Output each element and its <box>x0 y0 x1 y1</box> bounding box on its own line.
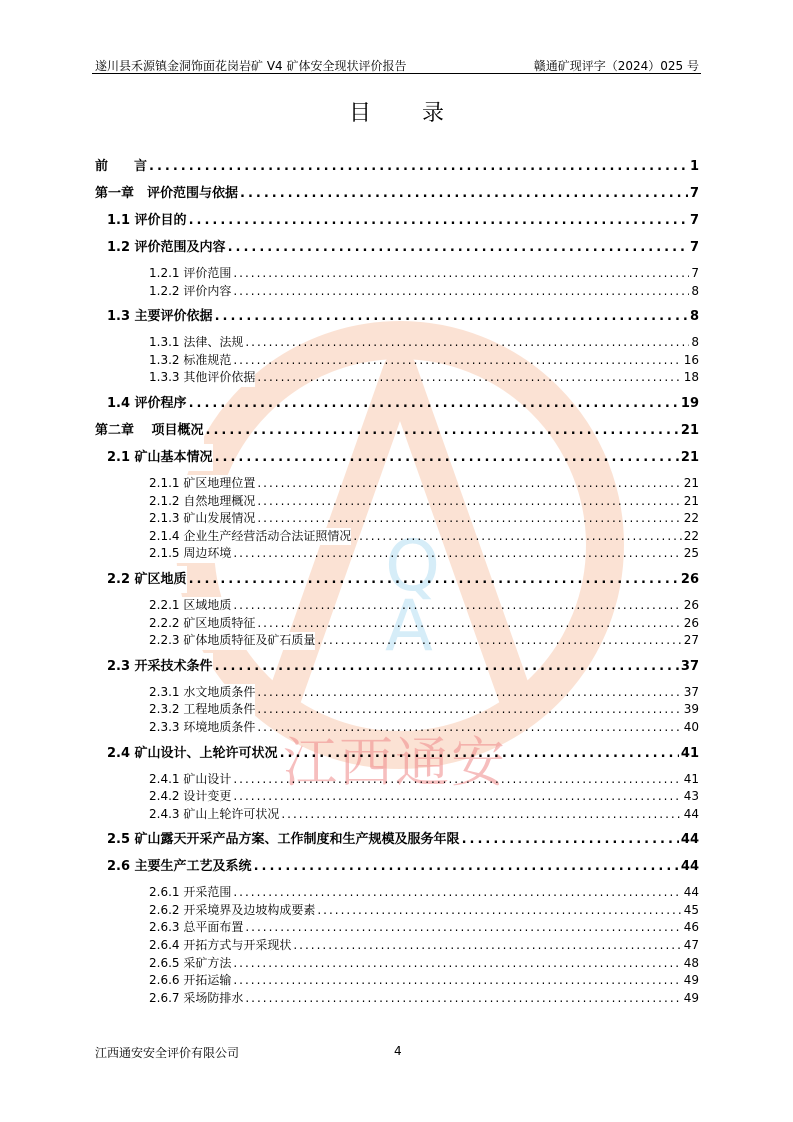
toc-entry-page: 26 <box>683 597 699 612</box>
toc-leader-dots <box>353 528 681 546</box>
toc-entry-title: 2.5 矿山露天开采产品方案、工作制度和生产规模及服务年限 <box>107 826 460 853</box>
toc-entry-page: 18 <box>683 370 699 385</box>
toc-entry-page: 44 <box>683 806 699 821</box>
toc-leader-dots <box>245 990 681 1008</box>
toc-entry-page: 7 <box>689 213 699 228</box>
page-title: 目 录 <box>349 101 466 126</box>
toc-entry[interactable] <box>95 510 699 528</box>
toc-entry-title: 1.2.2 评价内容 <box>149 283 231 301</box>
toc-entry-title: 2.2.1 区域地质 <box>149 597 231 615</box>
toc-entry-page: 8 <box>691 335 699 350</box>
toc-entry-page: 39 <box>683 702 699 717</box>
toc-entry-page: 22 <box>683 528 699 543</box>
toc-entry-title: 1.1 评价目的 <box>107 207 187 234</box>
toc-entry-title: 2.1 矿山基本情况 <box>107 444 213 471</box>
toc-leader-dots <box>233 283 689 301</box>
watermark-text: 江西通安 <box>283 731 507 794</box>
toc-entry-page: 37 <box>680 658 699 674</box>
toc-entry[interactable] <box>95 701 699 719</box>
toc-entry-page: 7 <box>689 186 699 201</box>
toc-entry-page: 19 <box>680 395 699 411</box>
toc-entry[interactable] <box>95 719 699 737</box>
toc-entry-title: 2.3.1 水文地质条件 <box>149 684 255 702</box>
toc-entry[interactable] <box>95 615 699 633</box>
toc-leader-dots <box>280 740 679 767</box>
toc-leader-dots <box>233 265 689 283</box>
table-of-contents <box>95 153 699 1010</box>
toc-entry[interactable] <box>95 444 699 471</box>
toc-leader-dots <box>228 234 688 261</box>
toc-leader-dots <box>233 955 681 973</box>
toc-entry-title: 2.6.7 采场防排水 <box>149 990 243 1008</box>
toc-entry[interactable] <box>95 684 699 702</box>
toc-leader-dots <box>206 417 679 444</box>
toc-entry-title: 2.6.5 采矿方法 <box>149 955 231 973</box>
toc-entry[interactable] <box>95 566 699 593</box>
toc-leader-dots <box>233 352 681 370</box>
toc-leader-dots <box>233 884 681 902</box>
toc-entry-title: 2.4.1 矿山设计 <box>149 771 231 789</box>
toc-entry-page: 27 <box>683 633 699 648</box>
toc-entry-title: 2.1.1 矿区地理位置 <box>149 475 255 493</box>
toc-entry[interactable] <box>95 369 699 387</box>
toc-entry-page: 48 <box>683 955 699 970</box>
toc-entry-page: 37 <box>683 684 699 699</box>
toc-entry[interactable] <box>95 417 699 444</box>
toc-entry-title: 2.3 开采技术条件 <box>107 653 213 680</box>
toc-entry-title: 2.6 主要生产工艺及系统 <box>107 853 252 880</box>
toc-entry-page: 44 <box>680 859 699 875</box>
toc-leader-dots <box>257 369 681 387</box>
toc-leader-dots <box>233 788 681 806</box>
toc-leader-dots <box>462 826 679 853</box>
toc-entry-page: 7 <box>689 240 699 255</box>
toc-entry[interactable] <box>95 884 699 902</box>
toc-entry-title: 2.6.3 总平面布置 <box>149 919 243 937</box>
toc-entry-title: 1.3.1 法律、法规 <box>149 334 243 352</box>
toc-leader-dots <box>233 771 681 789</box>
toc-entry-title: 2.1.3 矿山发展情况 <box>149 510 255 528</box>
toc-leader-dots <box>254 853 679 880</box>
page-header-left: 遂川县禾源镇金洞饰面花岗岩矿 V4 矿体安全现状评价报告 <box>95 59 407 73</box>
toc-entry-title: 2.1.2 自然地理概况 <box>149 493 255 511</box>
toc-entry[interactable] <box>95 265 699 283</box>
toc-entry-title: 2.6.4 开拓方式与开采现状 <box>149 937 291 955</box>
toc-entry-title: 2.6.2 开采境界及边坡构成要素 <box>149 902 315 920</box>
toc-entry-page: 21 <box>683 493 699 508</box>
toc-leader-dots <box>257 493 681 511</box>
toc-entry-page: 8 <box>689 309 699 325</box>
toc-leader-dots <box>215 653 679 680</box>
toc-entry-page: 44 <box>683 885 699 900</box>
toc-entry[interactable] <box>95 990 699 1008</box>
toc-entry-title: 2.1.4 企业生产经营活动合法证照情况 <box>149 528 351 546</box>
toc-entry-title: 1.4 评价程序 <box>107 390 187 417</box>
toc-leader-dots <box>233 972 681 990</box>
toc-entry-page: 21 <box>683 475 699 490</box>
toc-entry[interactable] <box>95 902 699 920</box>
toc-entry-title: 2.2 矿区地质 <box>107 566 187 593</box>
toc-leader-dots <box>149 153 688 180</box>
toc-leader-dots <box>257 684 681 702</box>
toc-entry[interactable] <box>95 788 699 806</box>
toc-entry-title: 前 言 <box>95 153 147 180</box>
toc-entry-page: 46 <box>683 920 699 935</box>
toc-entry[interactable] <box>95 303 699 330</box>
toc-leader-dots <box>293 937 681 955</box>
toc-leader-dots <box>317 632 681 650</box>
page-header-right: 赣通矿现评字（2024）025 号 <box>533 59 699 73</box>
toc-entry[interactable] <box>95 528 699 546</box>
toc-entry-page: 21 <box>680 449 699 465</box>
toc-entry[interactable] <box>95 826 699 853</box>
toc-entry[interactable] <box>95 493 699 511</box>
toc-entry[interactable] <box>95 475 699 493</box>
toc-entry-page: 1 <box>689 159 699 174</box>
toc-entry-page: 44 <box>680 832 699 848</box>
header-rule <box>92 73 701 74</box>
toc-entry-title: 1.3 主要评价依据 <box>107 303 213 330</box>
toc-entry[interactable] <box>95 390 699 417</box>
toc-entry-title: 2.4 矿山设计、上轮许可状况 <box>107 740 278 767</box>
toc-leader-dots <box>257 701 681 719</box>
toc-entry[interactable] <box>95 597 699 615</box>
toc-entry[interactable] <box>95 955 699 973</box>
toc-entry-page: 26 <box>680 571 699 587</box>
toc-entry-page: 41 <box>683 771 699 786</box>
toc-entry-page: 49 <box>683 990 699 1005</box>
toc-entry-title: 1.3.3 其他评价依据 <box>149 369 255 387</box>
toc-entry[interactable] <box>95 334 699 352</box>
toc-entry[interactable] <box>95 972 699 990</box>
toc-entry-title: 2.4.3 矿山上轮许可状况 <box>149 806 279 824</box>
toc-entry[interactable] <box>95 853 699 880</box>
toc-entry[interactable] <box>95 806 699 824</box>
toc-entry[interactable] <box>95 653 699 680</box>
toc-entry-page: 16 <box>683 352 699 367</box>
toc-entry-page: 49 <box>683 973 699 988</box>
toc-entry-title: 1.3.2 标准规范 <box>149 352 231 370</box>
toc-entry[interactable] <box>95 153 699 180</box>
svg-text:Q: Q <box>385 525 441 607</box>
toc-entry-page: 41 <box>680 745 699 761</box>
toc-entry[interactable] <box>95 937 699 955</box>
toc-leader-dots <box>215 444 679 471</box>
toc-entry-page: 21 <box>680 422 699 438</box>
toc-entry-title: 2.3.2 工程地质条件 <box>149 701 255 719</box>
toc-entry-page: 45 <box>683 902 699 917</box>
toc-entry-title: 2.2.3 矿体地质特征及矿石质量 <box>149 632 315 650</box>
toc-entry-title: 第一章 评价范围与依据 <box>95 180 238 207</box>
toc-entry[interactable] <box>95 352 699 370</box>
toc-entry-page: 8 <box>691 283 699 298</box>
toc-leader-dots <box>189 390 679 417</box>
toc-entry[interactable] <box>95 207 699 234</box>
toc-entry-page: 22 <box>683 511 699 526</box>
toc-entry[interactable] <box>95 632 699 650</box>
toc-leader-dots <box>233 597 681 615</box>
toc-entry[interactable] <box>95 234 699 261</box>
toc-entry[interactable] <box>95 545 699 563</box>
toc-leader-dots <box>189 566 679 593</box>
toc-entry[interactable] <box>95 919 699 937</box>
toc-leader-dots <box>240 180 688 207</box>
toc-entry-page: 25 <box>683 546 699 561</box>
toc-leader-dots <box>245 919 681 937</box>
toc-leader-dots <box>257 510 681 528</box>
toc-entry-title: 2.6.1 开采范围 <box>149 884 231 902</box>
toc-entry-page: 40 <box>683 719 699 734</box>
toc-entry[interactable] <box>95 283 699 301</box>
toc-leader-dots <box>189 207 688 234</box>
toc-entry-page: 47 <box>683 938 699 953</box>
toc-entry-title: 2.6.6 开拓运输 <box>149 972 231 990</box>
toc-entry-title: 1.2.1 评价范围 <box>149 265 231 283</box>
toc-entry-title: 第二章 项目概况 <box>95 417 204 444</box>
toc-entry-title: 1.2 评价范围及内容 <box>107 234 226 261</box>
toc-entry[interactable] <box>95 180 699 207</box>
toc-entry-title: 2.1.5 周边环境 <box>149 545 231 563</box>
toc-leader-dots <box>257 475 681 493</box>
toc-entry-page: 43 <box>683 789 699 804</box>
toc-leader-dots <box>215 303 688 330</box>
svg-text:A: A <box>385 585 433 667</box>
toc-leader-dots <box>317 902 681 920</box>
footer-page-number: 4 <box>394 1044 402 1058</box>
toc-leader-dots <box>281 806 681 824</box>
toc-leader-dots <box>245 334 689 352</box>
toc-entry[interactable] <box>95 740 699 767</box>
toc-entry-page: 7 <box>691 266 699 280</box>
toc-entry-title: 2.3.3 环境地质条件 <box>149 719 255 737</box>
toc-entry[interactable] <box>95 771 699 789</box>
toc-leader-dots <box>257 615 681 633</box>
toc-entry-page: 26 <box>683 615 699 630</box>
toc-leader-dots <box>233 545 681 563</box>
footer-company: 江西通安安全评价有限公司 <box>95 1046 240 1060</box>
toc-leader-dots <box>257 719 681 737</box>
toc-entry-title: 2.4.2 设计变更 <box>149 788 231 806</box>
toc-entry-title: 2.2.2 矿区地质特征 <box>149 615 255 633</box>
